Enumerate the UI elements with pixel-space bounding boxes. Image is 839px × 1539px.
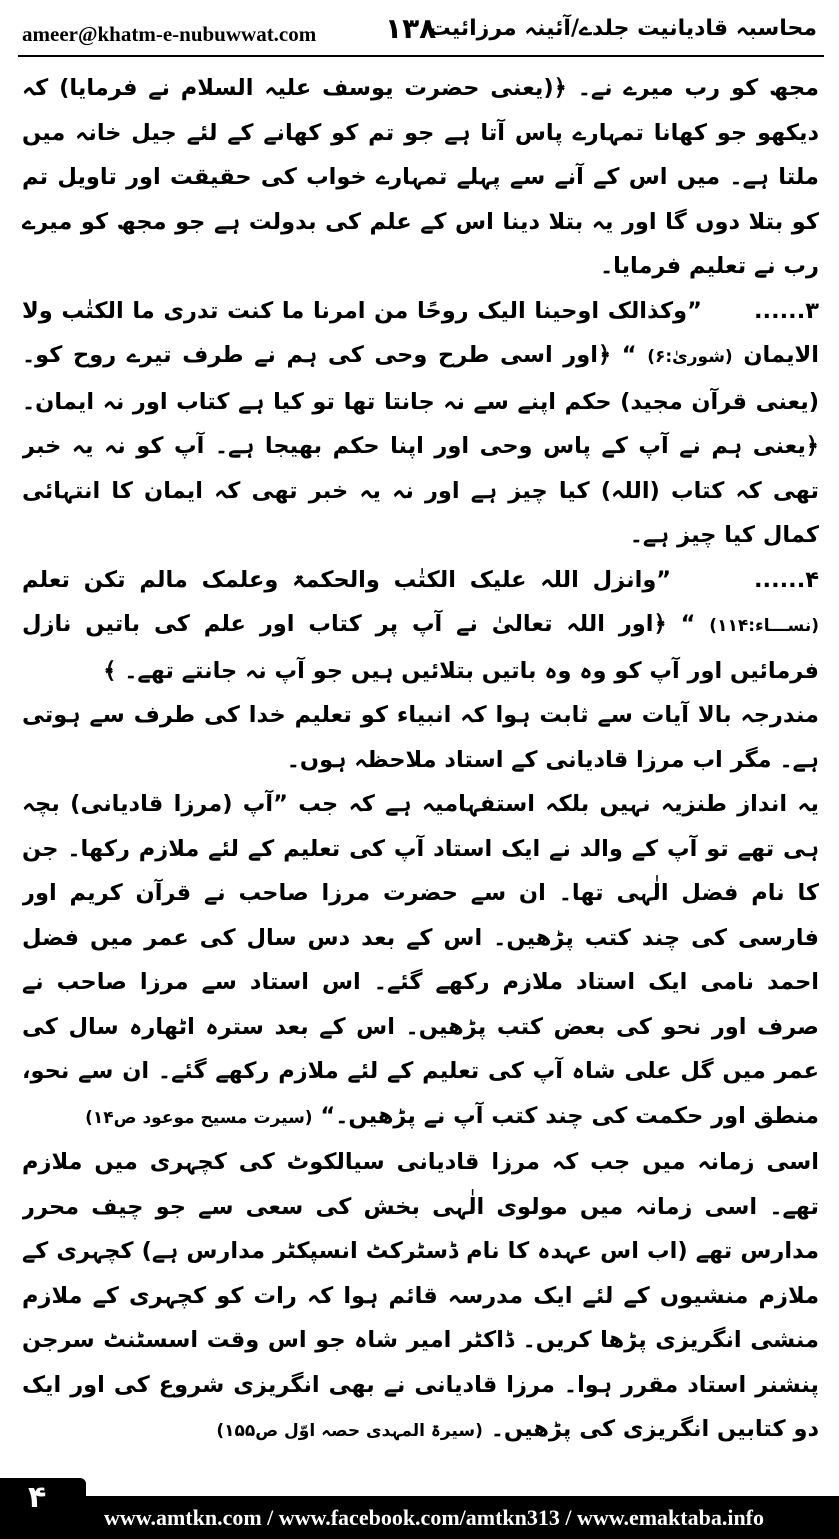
footer-urls[interactable]: www.amtkn.com / www.facebook.com/amtkn313 / www.emaktaba.info [104, 1505, 764, 1530]
paragraph-3 [22, 782, 819, 1140]
header-title: محاسبہ قادیانیت جلدے/آئینہ مرزائیت [428, 16, 817, 41]
paragraph-3-text: یہ انداز طنزیہ نہیں بلکہ استفہامیہ ہے کہ جب ”آپ (مرزا قادیانی) بچہ ہی تھے تو آپ کے والد نے ایک استاد آپ کی تعلیم کے لئے ملازم رکھا۔ جن کا نام فضل الٰہی تھا۔ ان سے حضرت مرزا صاحب نے قرآن کریم اور فارسی کی چند کتب پڑھیں۔ اس کے بعد دس سال کی عمر میں فضل احمد نامی ایک استاد ملازم رکھے گئے۔ اس استاد سے مرزا صاحب نے صرف اور نحو کی بعض کتب پڑھیں۔ اس کے بعد سترہ اٹھارہ سال کی عمر میں گل علی شاہ آپ کی تعلیم کے لئے ملازم رکھے گئے۔ ان سے نحو، منطق اور حکمت کی چند کتب آپ نے پڑھیں۔“ [22, 791, 819, 1129]
page-header [0, 0, 839, 60]
paragraph-4-reference: (سیرۃ المہدی حصہ اوّل ص۱۵۵) [216, 1421, 483, 1441]
paragraph-1: مجھ کو رب میرے نے۔ ﴿(یعنی حضرت یوسف علیہ السلام نے فرمایا) کہ دیکھو جو کھانا تمہارے پاس آتا ہے جو تم کو کھانے کے لئے جیل خانہ میں ملتا ہے۔ میں اس کے آنے سے پہلے تمہارے خواب کی حقیقت اور تاویل تم کو بتلا دوں گا اور یہ بتلا دینا اس کے علم کی بدولت ہے جو مجھ کو میرے رب نے تعلیم فرمایا۔ [22, 75, 819, 279]
header-page-number: ۱۳۸ [385, 12, 437, 45]
quote-4 [22, 558, 819, 694]
paragraph-4-text: اسی زمانہ میں جب کہ مرزا قادیانی سیالکوٹ کی کچہری میں ملازم تھے۔ اسی زمانہ میں مولوی الٰہی بخش کی سعی سے جو چیف محرر مدارس تھے (اب اس عہدہ کا نام ڈسٹرکٹ انسپکٹر مدارس ہے) کچہری کے ملازم منشیوں کے لئے ایک مدرسہ قائم ہوا کہ رات کو کچہری کے ملازم منشی انگریزی پڑھا کریں۔ ڈاکٹر امیر شاہ جو اس وقت اسسٹنٹ سرجن پنشنر استاد مقرر ہوا۔ مرزا قادیانی نے بھی انگریزی شروع کی اور ایک دو کتابیں انگریزی کی پڑھیں۔ [22, 1149, 819, 1442]
quote-4-translation: “ ﴿اور اللہ تعالیٰ نے آپ پر کتاب اور علم کی باتیں نازل فرمائیں اور آپ کو وہ وہ باتیں بتلائیں ہیں جو آپ نہ جانتے تھے۔ ﴾ [22, 611, 819, 684]
header-email[interactable]: ameer@khatm-e-nubuwwat.com [22, 22, 317, 46]
quote-4-reference: (نســـاء:۱۱۴) [709, 616, 819, 636]
paragraph-4 [22, 1140, 819, 1454]
header-rule [18, 55, 824, 57]
quote-3 [22, 289, 819, 558]
page-footer [0, 1478, 839, 1539]
footer-page-tab [0, 1478, 86, 1539]
footer-page-number: ۴ [28, 1480, 47, 1515]
page-body [22, 66, 819, 1456]
quote-3-reference: (شوریٰ:۶) [647, 347, 733, 367]
quote-3-translation: “ ﴿اور اسی طرح وحی کی ہم نے طرف تیرے روح کو۔ (یعنی قرآن مجید) حکم اپنے سے نہ جانتا تھا تو کیا ہے کتاب اور نہ ایمان۔ ﴿یعنی ہم نے آپ کے پاس وحی اور اپنا حکم بھیجا ہے۔ آپ کو نہ یہ خبر تھی کہ کتاب (اللہ) کیا چیز ہے اور نہ یہ خبر تھی کہ ایمان کا انتہائی کمال کیا چیز ہے۔ [22, 342, 819, 548]
quote-4-number: ۴...... [753, 566, 819, 593]
paragraph-3-reference: (سیرت مسیح موعود ص۱۴) [85, 1107, 313, 1128]
quote-3-arabic: ”وکذالک اوحینا الیک روحًا من امرنا ما کنت تدری ما الکتٰب ولا الایمان [22, 297, 819, 368]
quote-3-number: ۳...... [753, 297, 819, 324]
quote-4-arabic: ”وانزل اللہ علیک الکتٰب والحکمۃ وعلمک مالم تکن تعلم [22, 566, 672, 593]
paragraph-2: مندرجہ بالا آیات سے ثابت ہوا کہ انبیاء کو تعلیم خدا کی طرف سے ہوتی ہے۔ مگر اب مرزا قادیانی کے استاد ملاحظہ ہوں۔ [22, 702, 819, 773]
